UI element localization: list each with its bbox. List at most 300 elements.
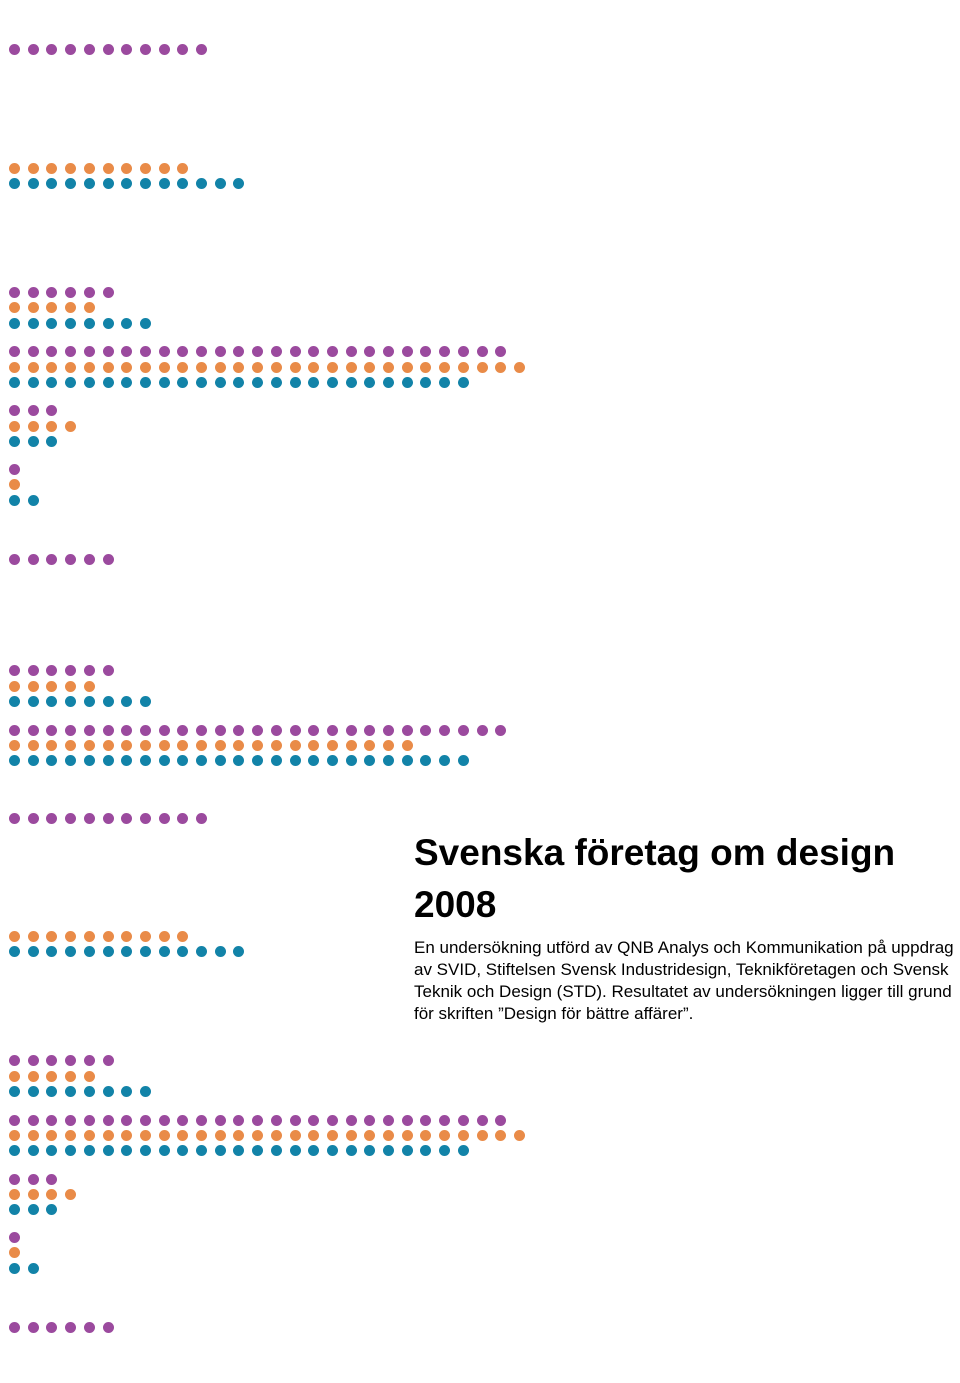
purple-dot xyxy=(271,1115,282,1126)
orange-dot xyxy=(103,163,114,174)
purple-dot xyxy=(103,287,114,298)
blue-dot xyxy=(9,755,20,766)
orange-dot xyxy=(402,1130,413,1141)
purple-dot xyxy=(65,44,76,55)
blue-dot xyxy=(46,377,57,388)
blue-dot xyxy=(308,377,319,388)
orange-dot xyxy=(252,362,263,373)
purple-dot xyxy=(458,346,469,357)
purple-dot xyxy=(103,1322,114,1333)
purple-dot xyxy=(140,1115,151,1126)
purple-dot xyxy=(103,1055,114,1066)
purple-dot xyxy=(9,1115,20,1126)
blue-dot xyxy=(327,755,338,766)
purple-dot xyxy=(9,287,20,298)
orange-dot xyxy=(159,362,170,373)
purple-dot xyxy=(252,346,263,357)
purple-dot xyxy=(327,346,338,357)
orange-dot xyxy=(28,302,39,313)
blue-dot xyxy=(9,436,20,447)
purple-dot xyxy=(327,1115,338,1126)
purple-dot xyxy=(65,813,76,824)
purple-dot xyxy=(327,725,338,736)
blue-dot xyxy=(9,377,20,388)
orange-dot xyxy=(65,1189,76,1200)
purple-dot xyxy=(439,725,450,736)
blue-dot xyxy=(65,178,76,189)
purple-dot xyxy=(271,725,282,736)
blue-dot xyxy=(28,946,39,957)
purple-dot xyxy=(364,1115,375,1126)
blue-dot xyxy=(140,946,151,957)
blue-dot xyxy=(420,755,431,766)
purple-dot xyxy=(346,1115,357,1126)
blue-dot xyxy=(103,696,114,707)
purple-dot xyxy=(420,1115,431,1126)
orange-dot xyxy=(46,421,57,432)
purple-dot xyxy=(46,725,57,736)
purple-dot xyxy=(177,346,188,357)
blue-dot xyxy=(140,178,151,189)
blue-dot xyxy=(196,1145,207,1156)
blue-dot xyxy=(308,1145,319,1156)
purple-dot xyxy=(65,287,76,298)
purple-dot xyxy=(177,725,188,736)
orange-dot xyxy=(308,1130,319,1141)
orange-dot xyxy=(271,740,282,751)
purple-dot xyxy=(9,813,20,824)
orange-dot xyxy=(28,362,39,373)
blue-dot xyxy=(121,178,132,189)
purple-dot xyxy=(9,554,20,565)
purple-dot xyxy=(84,665,95,676)
purple-dot xyxy=(177,1115,188,1126)
purple-dot xyxy=(159,725,170,736)
orange-dot xyxy=(215,740,226,751)
purple-dot xyxy=(233,725,244,736)
blue-dot xyxy=(140,1145,151,1156)
orange-dot xyxy=(103,740,114,751)
blue-dot xyxy=(84,755,95,766)
purple-dot xyxy=(383,725,394,736)
orange-dot xyxy=(177,931,188,942)
blue-dot xyxy=(233,755,244,766)
orange-dot xyxy=(177,362,188,373)
blue-dot xyxy=(46,1204,57,1215)
orange-dot xyxy=(402,362,413,373)
orange-dot xyxy=(65,931,76,942)
blue-dot xyxy=(177,755,188,766)
purple-dot xyxy=(9,1232,20,1243)
blue-dot xyxy=(103,1086,114,1097)
purple-dot xyxy=(290,346,301,357)
purple-dot xyxy=(46,1055,57,1066)
blue-dot xyxy=(271,1145,282,1156)
orange-dot xyxy=(28,681,39,692)
purple-dot xyxy=(439,346,450,357)
orange-dot xyxy=(9,362,20,373)
blue-dot xyxy=(65,946,76,957)
orange-dot xyxy=(177,740,188,751)
blue-dot xyxy=(46,1145,57,1156)
orange-dot xyxy=(383,362,394,373)
orange-dot xyxy=(159,163,170,174)
blue-dot xyxy=(65,377,76,388)
purple-dot xyxy=(477,346,488,357)
blue-dot xyxy=(458,377,469,388)
purple-dot xyxy=(65,1322,76,1333)
blue-dot xyxy=(121,946,132,957)
purple-dot xyxy=(84,1322,95,1333)
purple-dot xyxy=(65,1115,76,1126)
orange-dot xyxy=(439,1130,450,1141)
document-title xyxy=(414,827,895,931)
purple-dot xyxy=(233,346,244,357)
text-block xyxy=(403,812,960,1052)
blue-dot xyxy=(346,1145,357,1156)
purple-dot xyxy=(9,1322,20,1333)
orange-dot xyxy=(177,1130,188,1141)
blue-dot xyxy=(121,696,132,707)
purple-dot xyxy=(177,813,188,824)
orange-dot xyxy=(514,1130,525,1141)
blue-dot xyxy=(9,495,20,506)
blue-dot xyxy=(233,377,244,388)
blue-dot xyxy=(9,1204,20,1215)
orange-dot xyxy=(346,740,357,751)
purple-dot xyxy=(28,665,39,676)
blue-dot xyxy=(196,377,207,388)
blue-dot xyxy=(383,1145,394,1156)
orange-dot xyxy=(46,1071,57,1082)
purple-dot xyxy=(495,1115,506,1126)
blue-dot xyxy=(215,946,226,957)
blue-dot xyxy=(196,946,207,957)
orange-dot xyxy=(103,362,114,373)
blue-dot xyxy=(252,377,263,388)
purple-dot xyxy=(402,725,413,736)
orange-dot xyxy=(28,1071,39,1082)
orange-dot xyxy=(140,362,151,373)
orange-dot xyxy=(121,362,132,373)
orange-dot xyxy=(327,1130,338,1141)
blue-dot xyxy=(46,178,57,189)
purple-dot xyxy=(215,346,226,357)
blue-dot xyxy=(121,1145,132,1156)
purple-dot xyxy=(65,1055,76,1066)
blue-dot xyxy=(46,755,57,766)
purple-dot xyxy=(46,287,57,298)
blue-dot xyxy=(177,946,188,957)
orange-dot xyxy=(402,740,413,751)
orange-dot xyxy=(140,931,151,942)
purple-dot xyxy=(84,346,95,357)
purple-dot xyxy=(103,554,114,565)
purple-dot xyxy=(196,813,207,824)
orange-dot xyxy=(514,362,525,373)
purple-dot xyxy=(9,665,20,676)
orange-dot xyxy=(65,362,76,373)
purple-dot xyxy=(458,725,469,736)
purple-dot xyxy=(159,1115,170,1126)
orange-dot xyxy=(65,302,76,313)
blue-dot xyxy=(103,178,114,189)
purple-dot xyxy=(402,1115,413,1126)
purple-dot xyxy=(84,554,95,565)
purple-dot xyxy=(121,813,132,824)
purple-dot xyxy=(84,1055,95,1066)
blue-dot xyxy=(196,178,207,189)
purple-dot xyxy=(308,346,319,357)
blue-dot xyxy=(159,1145,170,1156)
orange-dot xyxy=(28,1189,39,1200)
orange-dot xyxy=(233,740,244,751)
orange-dot xyxy=(458,1130,469,1141)
orange-dot xyxy=(65,1130,76,1141)
orange-dot xyxy=(327,362,338,373)
blue-dot xyxy=(46,946,57,957)
orange-dot xyxy=(364,1130,375,1141)
purple-dot xyxy=(28,1322,39,1333)
orange-dot xyxy=(28,931,39,942)
blue-dot xyxy=(84,318,95,329)
blue-dot xyxy=(28,495,39,506)
blue-dot xyxy=(28,1263,39,1274)
purple-dot xyxy=(121,346,132,357)
blue-dot xyxy=(346,377,357,388)
title-line-2: 2008 xyxy=(414,884,497,925)
purple-dot xyxy=(65,665,76,676)
blue-dot xyxy=(140,1086,151,1097)
blue-dot xyxy=(458,755,469,766)
purple-dot xyxy=(9,464,20,475)
blue-dot xyxy=(65,1086,76,1097)
orange-dot xyxy=(121,740,132,751)
orange-dot xyxy=(9,302,20,313)
purple-dot xyxy=(84,1115,95,1126)
purple-dot xyxy=(252,725,263,736)
orange-dot xyxy=(383,740,394,751)
purple-dot xyxy=(9,1055,20,1066)
purple-dot xyxy=(121,44,132,55)
blue-dot xyxy=(364,377,375,388)
orange-dot xyxy=(46,1189,57,1200)
purple-dot xyxy=(103,346,114,357)
purple-dot xyxy=(9,405,20,416)
blue-dot xyxy=(346,755,357,766)
orange-dot xyxy=(364,740,375,751)
blue-dot xyxy=(215,178,226,189)
purple-dot xyxy=(46,1115,57,1126)
blue-dot xyxy=(121,1086,132,1097)
blue-dot xyxy=(84,377,95,388)
orange-dot xyxy=(103,1130,114,1141)
orange-dot xyxy=(233,362,244,373)
purple-dot xyxy=(9,346,20,357)
purple-dot xyxy=(103,1115,114,1126)
blue-dot xyxy=(271,755,282,766)
orange-dot xyxy=(252,740,263,751)
purple-dot xyxy=(271,346,282,357)
blue-dot xyxy=(103,1145,114,1156)
blue-dot xyxy=(327,1145,338,1156)
orange-dot xyxy=(9,681,20,692)
purple-dot xyxy=(196,346,207,357)
orange-dot xyxy=(65,740,76,751)
blue-dot xyxy=(290,755,301,766)
orange-dot xyxy=(46,1130,57,1141)
blue-dot xyxy=(159,377,170,388)
blue-dot xyxy=(103,318,114,329)
blue-dot xyxy=(271,377,282,388)
blue-dot xyxy=(103,755,114,766)
orange-dot xyxy=(9,1071,20,1082)
purple-dot xyxy=(140,813,151,824)
blue-dot xyxy=(46,436,57,447)
blue-dot xyxy=(103,946,114,957)
purple-dot xyxy=(477,725,488,736)
orange-dot xyxy=(477,362,488,373)
orange-dot xyxy=(84,302,95,313)
orange-dot xyxy=(65,1071,76,1082)
purple-dot xyxy=(46,813,57,824)
orange-dot xyxy=(308,740,319,751)
orange-dot xyxy=(159,1130,170,1141)
purple-dot xyxy=(84,725,95,736)
purple-dot xyxy=(308,1115,319,1126)
purple-dot xyxy=(159,813,170,824)
purple-dot xyxy=(46,1322,57,1333)
orange-dot xyxy=(196,1130,207,1141)
orange-dot xyxy=(458,362,469,373)
blue-dot xyxy=(46,696,57,707)
blue-dot xyxy=(252,1145,263,1156)
purple-dot xyxy=(9,1174,20,1185)
blue-dot xyxy=(65,318,76,329)
purple-dot xyxy=(28,346,39,357)
blue-dot xyxy=(233,946,244,957)
orange-dot xyxy=(84,163,95,174)
blue-dot xyxy=(402,755,413,766)
purple-dot xyxy=(402,346,413,357)
purple-dot xyxy=(103,725,114,736)
purple-dot xyxy=(140,346,151,357)
blue-dot xyxy=(364,1145,375,1156)
orange-dot xyxy=(327,740,338,751)
blue-dot xyxy=(215,755,226,766)
purple-dot xyxy=(140,725,151,736)
blue-dot xyxy=(121,318,132,329)
orange-dot xyxy=(290,740,301,751)
blue-dot xyxy=(439,1145,450,1156)
purple-dot xyxy=(84,287,95,298)
orange-dot xyxy=(9,931,20,942)
orange-dot xyxy=(84,1071,95,1082)
purple-dot xyxy=(196,44,207,55)
blue-dot xyxy=(308,755,319,766)
purple-dot xyxy=(121,1115,132,1126)
title-line-1: Svenska företag om design xyxy=(414,832,896,873)
blue-dot xyxy=(65,1145,76,1156)
orange-dot xyxy=(28,163,39,174)
purple-dot xyxy=(290,725,301,736)
blue-dot xyxy=(28,436,39,447)
purple-dot xyxy=(46,346,57,357)
blue-dot xyxy=(9,318,20,329)
purple-dot xyxy=(28,287,39,298)
purple-dot xyxy=(458,1115,469,1126)
orange-dot xyxy=(121,163,132,174)
orange-dot xyxy=(65,421,76,432)
blue-dot xyxy=(9,1145,20,1156)
blue-dot xyxy=(402,377,413,388)
blue-dot xyxy=(28,1086,39,1097)
blue-dot xyxy=(383,755,394,766)
purple-dot xyxy=(84,813,95,824)
purple-dot xyxy=(28,813,39,824)
blue-dot xyxy=(65,755,76,766)
blue-dot xyxy=(159,946,170,957)
orange-dot xyxy=(103,931,114,942)
blue-dot xyxy=(177,1145,188,1156)
blue-dot xyxy=(196,755,207,766)
blue-dot xyxy=(84,946,95,957)
orange-dot xyxy=(159,931,170,942)
purple-dot xyxy=(159,346,170,357)
purple-dot xyxy=(477,1115,488,1126)
purple-dot xyxy=(65,346,76,357)
blue-dot xyxy=(383,377,394,388)
blue-dot xyxy=(159,755,170,766)
purple-dot xyxy=(495,725,506,736)
orange-dot xyxy=(196,740,207,751)
blue-dot xyxy=(327,377,338,388)
orange-dot xyxy=(84,740,95,751)
orange-dot xyxy=(9,1247,20,1258)
blue-dot xyxy=(159,178,170,189)
orange-dot xyxy=(84,1130,95,1141)
orange-dot xyxy=(9,163,20,174)
orange-dot xyxy=(9,740,20,751)
blue-dot xyxy=(140,318,151,329)
purple-dot xyxy=(46,405,57,416)
orange-dot xyxy=(346,362,357,373)
purple-dot xyxy=(364,725,375,736)
purple-dot xyxy=(9,725,20,736)
purple-dot xyxy=(65,554,76,565)
orange-dot xyxy=(9,1189,20,1200)
blue-dot xyxy=(121,755,132,766)
purple-dot xyxy=(28,725,39,736)
purple-dot xyxy=(121,725,132,736)
purple-dot xyxy=(177,44,188,55)
blue-dot xyxy=(9,178,20,189)
orange-dot xyxy=(140,1130,151,1141)
blue-dot xyxy=(28,1204,39,1215)
orange-dot xyxy=(9,479,20,490)
orange-dot xyxy=(477,1130,488,1141)
orange-dot xyxy=(215,1130,226,1141)
purple-dot xyxy=(103,813,114,824)
blue-dot xyxy=(28,318,39,329)
purple-dot xyxy=(28,554,39,565)
purple-dot xyxy=(308,725,319,736)
orange-dot xyxy=(420,1130,431,1141)
blue-dot xyxy=(9,1263,20,1274)
orange-dot xyxy=(252,1130,263,1141)
orange-dot xyxy=(439,362,450,373)
blue-dot xyxy=(215,1145,226,1156)
